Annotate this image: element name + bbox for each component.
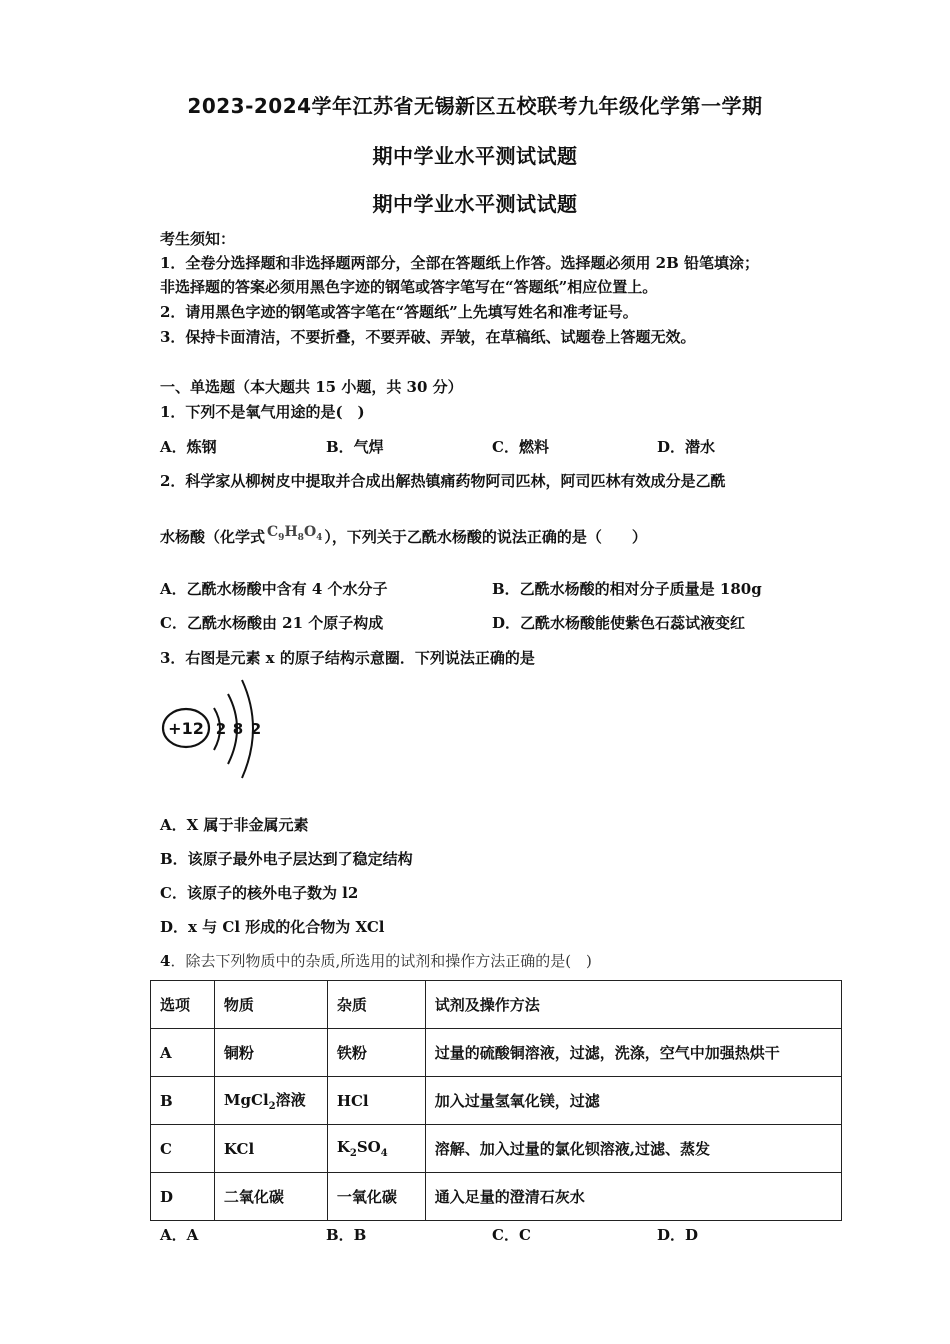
q2-stem-before: 水杨酸（化学式: [160, 528, 266, 546]
table-header-cell: 物质: [214, 981, 327, 1029]
q3-stem: 3．右图是元素 x 的原子结构示意圈．下列说法正确的是: [160, 649, 535, 667]
q4-number: 4: [160, 952, 171, 970]
q1-option-d: D．潜水: [657, 438, 716, 456]
exam-title-line3: 期中学业水平测试试题: [372, 192, 578, 216]
table-cell: HCl: [327, 1077, 425, 1125]
table-row: [151, 1173, 842, 1221]
q1-option-b: B．气焊: [326, 438, 384, 456]
q2-stem-after: ），下列关于乙酰水杨酸的说法正确的是（ ）: [324, 528, 647, 546]
table-cell: MgCl$_2$溶液: [214, 1077, 327, 1125]
q2-option-b: B．乙酰水杨酸的相对分子质量是 180g: [492, 580, 762, 598]
q2-option-d: D．乙酰水杨酸能使紫色石蕊试液变红: [492, 614, 746, 632]
table-row: [151, 1077, 842, 1125]
atom-structure-diagram: [160, 674, 272, 784]
shell-2-electrons: 8: [232, 720, 244, 738]
nucleus-charge: +12: [168, 719, 204, 738]
table-row: [151, 1029, 842, 1077]
table-cell: C: [151, 1125, 215, 1173]
table-cell: 二氧化碳: [214, 1173, 327, 1221]
table-cell: D: [151, 1173, 215, 1221]
q4-stem: [160, 950, 592, 971]
table-header-row: [151, 981, 842, 1029]
table-cell: A: [151, 1029, 215, 1077]
table-cell: $K_2SO_4$: [327, 1125, 425, 1173]
exam-title-line1: 2023-2024学年江苏省无锡新区五校联考九年级化学第一学期: [187, 94, 763, 118]
table-cell: 溶解、加入过量的氯化钡溶液,过滤、蒸发: [425, 1125, 841, 1173]
table-cell: B: [151, 1077, 215, 1125]
q4-option-d: D．D: [657, 1226, 699, 1244]
table-header-cell: 试剂及操作方法: [425, 981, 841, 1029]
q2-option-a: A．乙酰水杨酸中含有 4 个水分子: [160, 580, 388, 598]
notice-heading: 考生须知：: [160, 230, 236, 248]
q3-option-b: B．该原子最外电子层达到了稳定结构: [160, 850, 413, 868]
q4-stem-text: ．除去下列物质中的杂质,所选用的试剂和操作方法正确的是( ): [170, 952, 592, 970]
q1-option-a: A．炼钢: [160, 438, 217, 456]
q1-option-c: C．燃料: [492, 438, 549, 456]
table-cell: KCl: [214, 1125, 327, 1173]
q2-stem-line2: [160, 524, 647, 547]
table-header-cell: 选项: [151, 981, 215, 1029]
q1-stem: 1．下列不是氧气用途的是( ): [160, 403, 365, 421]
shell-3-electrons: 2: [250, 720, 262, 738]
table-header-cell: 杂质: [327, 981, 425, 1029]
q4-option-a: A．A: [160, 1226, 199, 1244]
table-row: [151, 1125, 842, 1173]
chemical-formula: $C_9H_8O_4$: [267, 524, 323, 543]
q3-option-a: A．X 属于非金属元素: [160, 816, 309, 834]
q4-option-c: C．C: [492, 1226, 531, 1244]
exam-title-line2: 期中学业水平测试试题: [372, 144, 578, 168]
q4-table: [150, 980, 842, 1221]
shell-1-electrons: 2: [215, 720, 227, 738]
notice-item-2: 2．请用黑色字迹的钢笔或答字笔在“答题纸”上先填写姓名和准考证号。: [160, 303, 638, 321]
table-cell: 铜粉: [214, 1029, 327, 1077]
q3-option-d: D．x 与 Cl 形成的化合物为 XCl: [160, 918, 385, 936]
section-heading: 一、单选题（本大题共 15 小题，共 30 分）: [160, 378, 463, 396]
table-cell: 过量的硫酸铜溶液，过滤，洗涤，空气中加强热烘干: [425, 1029, 841, 1077]
table-cell: 通入足量的澄清石灰水: [425, 1173, 841, 1221]
table-cell: 加入过量氢氧化镁，过滤: [425, 1077, 841, 1125]
table-cell: 铁粉: [327, 1029, 425, 1077]
q3-option-c: C．该原子的核外电子数为 l2: [160, 884, 359, 902]
q2-option-c: C．乙酰水杨酸由 21 个原子构成: [160, 614, 384, 632]
notice-item-3: 3．保持卡面清洁，不要折叠，不要弄破、弄皱，在草稿纸、试题卷上答题无效。: [160, 328, 696, 346]
q4-option-b: B．B: [326, 1226, 367, 1244]
notice-item-1: 1．全卷分选择题和非选择题两部分，全部在答题纸上作答。选择题必须用 2B 铅笔填涂；: [160, 254, 760, 272]
table-cell: 一氧化碳: [327, 1173, 425, 1221]
notice-item-1-cont: 非选择题的答案必须用黑色字迹的钢笔或答字笔写在“答题纸”相应位置上。: [160, 278, 658, 296]
q2-stem-line1: 2．科学家从柳树皮中提取并合成出解热镇痛药物阿司匹林，阿司匹林有效成分是乙酰: [160, 472, 726, 490]
